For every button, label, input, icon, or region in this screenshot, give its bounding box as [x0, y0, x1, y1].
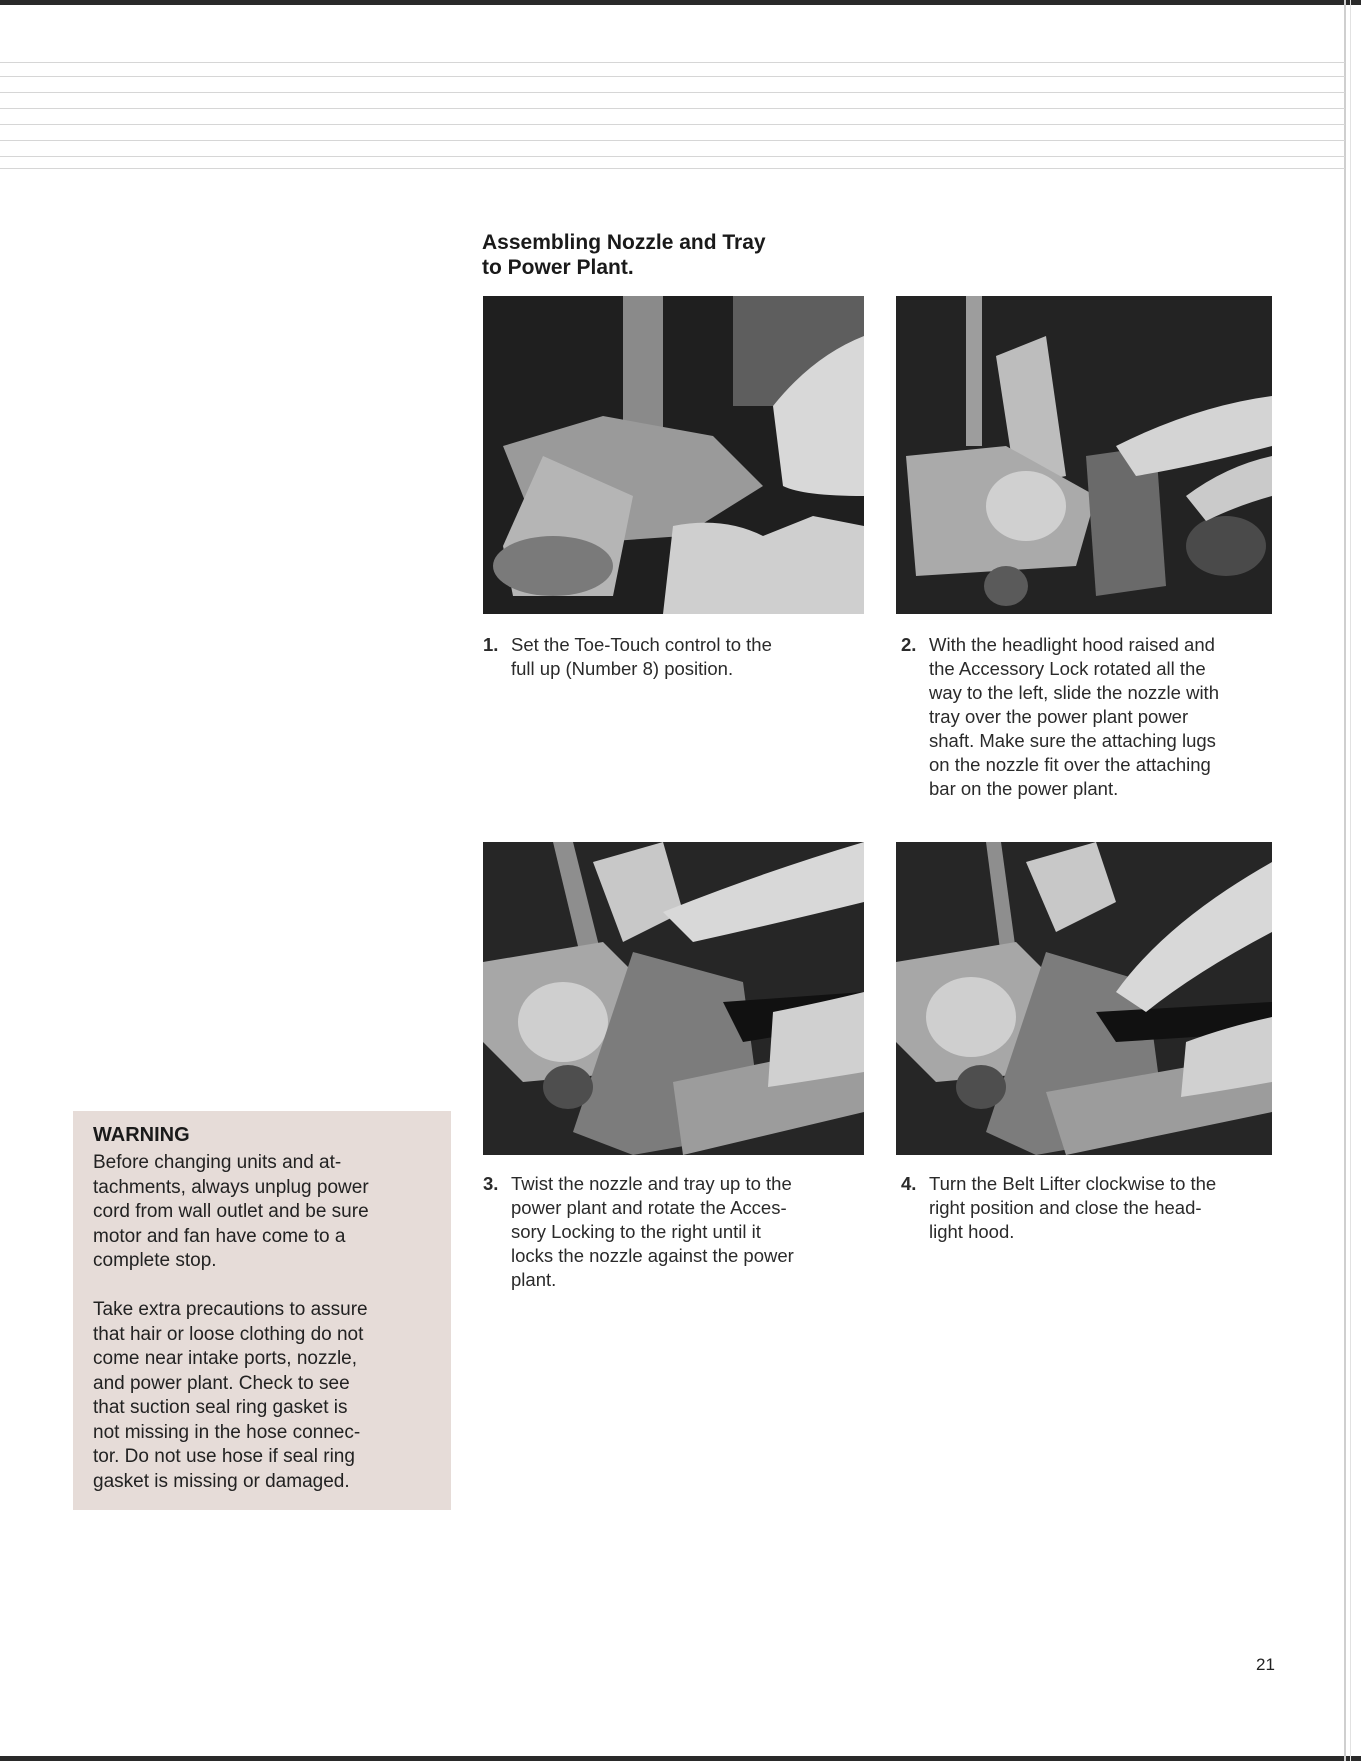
step-2-line: the Accessory Lock rotated all the — [929, 658, 1206, 679]
page-edge-inner — [1350, 0, 1351, 1761]
step-3-line: locks the nozzle against the power — [511, 1245, 794, 1266]
step-4 — [901, 1172, 1281, 1252]
warning-line: complete stop. — [93, 1250, 217, 1271]
step-3-line: power plant and rotate the Acces- — [511, 1197, 787, 1218]
step-1-number: 1. — [483, 634, 499, 655]
warning-line: and power plant. Check to see — [93, 1372, 350, 1394]
step-3-line: Twist the nozzle and tray up to the — [511, 1173, 792, 1194]
warning-line: Before changing units and at- — [93, 1152, 342, 1173]
title-line-1: Assembling Nozzle and Tray — [482, 231, 766, 254]
step-4-photo — [896, 842, 1272, 1155]
step-4-line: right position and close the head- — [929, 1197, 1202, 1218]
step-1 — [483, 633, 863, 693]
step-3-photo — [483, 842, 864, 1155]
step-2-line: shaft. Make sure the attaching lugs — [929, 730, 1216, 751]
step-4-line: Turn the Belt Lifter clockwise to the — [929, 1173, 1217, 1194]
page-edge — [1344, 0, 1346, 1761]
top-border — [0, 0, 1361, 5]
warning-line: tachments, always unplug power — [93, 1176, 369, 1198]
bottom-border — [0, 1756, 1361, 1761]
step-2-photo — [896, 296, 1272, 614]
warning-paragraph-2 — [93, 1298, 443, 1494]
step-1-photo — [483, 296, 864, 614]
step-1-line: full up (Number 8) position. — [511, 658, 734, 679]
title-line-2: to Power Plant. — [482, 256, 634, 279]
page-number: 21 — [1256, 1655, 1275, 1674]
step-2-line: on the nozzle fit over the attaching — [929, 754, 1211, 775]
warning-line: come near intake ports, nozzle, — [93, 1348, 358, 1369]
warning-line: that suction seal ring gasket is — [93, 1397, 348, 1418]
step-2-line: bar on the power plant. — [929, 778, 1119, 799]
step-1-line: Set the Toe-Touch control to the — [511, 634, 772, 655]
warning-line: that hair or loose clothing do not — [93, 1323, 364, 1345]
step-2-line: tray over the power plant power — [929, 706, 1189, 727]
header-rule-lines — [0, 62, 1345, 170]
step-2-line: With the headlight hood raised and — [929, 634, 1215, 655]
step-3 — [483, 1172, 863, 1302]
step-2-number: 2. — [901, 634, 917, 655]
warning-paragraph-1 — [93, 1151, 443, 1274]
warning-box — [73, 1111, 451, 1510]
warning-line: cord from wall outlet and be sure — [93, 1201, 369, 1222]
step-4-number: 4. — [901, 1173, 917, 1194]
step-2 — [901, 633, 1281, 813]
step-3-line: plant. — [511, 1269, 557, 1290]
step-3-line: sory Locking to the right until it — [511, 1221, 761, 1242]
step-4-line: light hood. — [929, 1221, 1015, 1242]
warning-line: Take extra precautions to assure — [93, 1299, 368, 1320]
step-3-number: 3. — [483, 1173, 499, 1194]
step-2-line: way to the left, slide the nozzle with — [929, 682, 1219, 703]
warning-line: tor. Do not use hose if seal ring — [93, 1446, 355, 1467]
warning-line: gasket is missing or damaged. — [93, 1470, 350, 1492]
warning-line: not missing in the hose connec- — [93, 1421, 361, 1443]
section-title — [482, 230, 902, 280]
warning-title: WARNING — [93, 1124, 190, 1146]
warning-line: motor and fan have come to a — [93, 1225, 346, 1247]
